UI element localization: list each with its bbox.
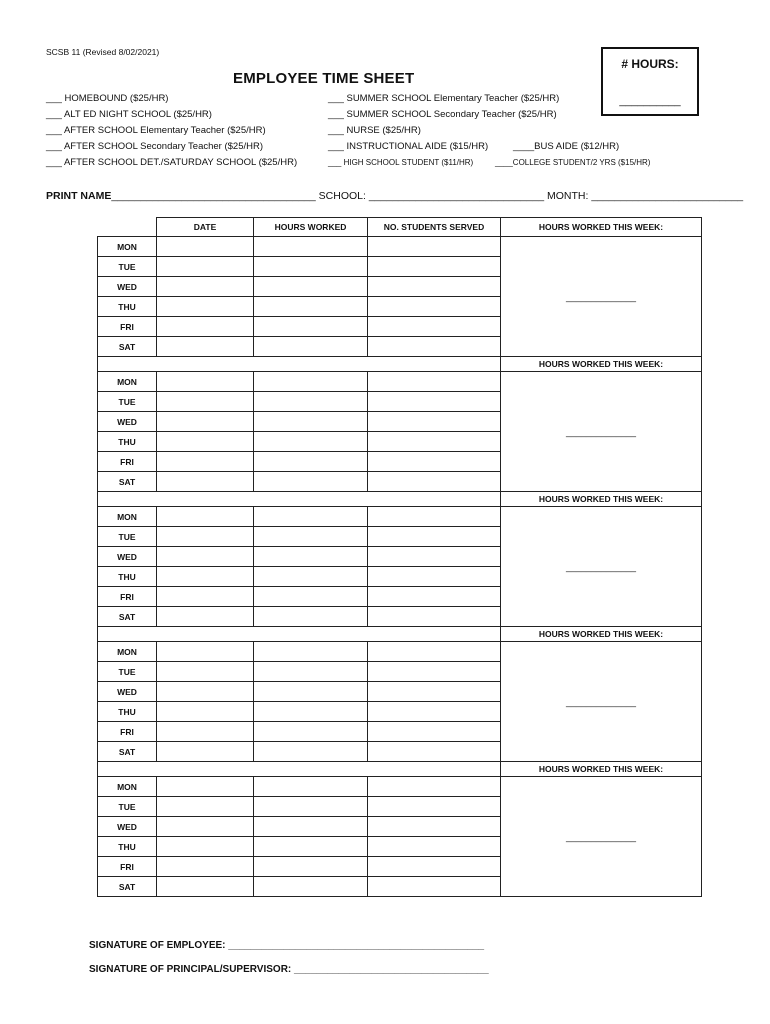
day-label: MON bbox=[98, 237, 157, 257]
students-served-cell[interactable] bbox=[368, 412, 501, 432]
week-separator bbox=[98, 627, 702, 642]
day-label: MON bbox=[98, 642, 157, 662]
hours-worked-cell[interactable] bbox=[254, 547, 368, 567]
hours-worked-cell[interactable] bbox=[254, 777, 368, 797]
date-cell[interactable] bbox=[157, 587, 254, 607]
hours-worked-cell[interactable] bbox=[254, 277, 368, 297]
students-served-cell[interactable] bbox=[368, 277, 501, 297]
timesheet-body bbox=[98, 218, 702, 897]
students-served-cell[interactable] bbox=[368, 567, 501, 587]
students-served-cell[interactable] bbox=[368, 547, 501, 567]
date-cell[interactable] bbox=[157, 237, 254, 257]
separator-cell bbox=[98, 762, 501, 777]
table-row bbox=[98, 642, 702, 662]
students-served-cell[interactable] bbox=[368, 742, 501, 762]
hours-worked-cell[interactable] bbox=[254, 432, 368, 452]
school-label: SCHOOL: bbox=[318, 190, 366, 202]
date-cell[interactable] bbox=[157, 857, 254, 877]
hours-worked-cell[interactable] bbox=[254, 392, 368, 412]
hours-worked-cell[interactable] bbox=[254, 857, 368, 877]
students-served-cell[interactable] bbox=[368, 642, 501, 662]
students-served-cell[interactable] bbox=[368, 237, 501, 257]
separator-cell bbox=[98, 492, 501, 507]
hours-worked-cell[interactable] bbox=[254, 527, 368, 547]
day-label: THU bbox=[98, 297, 157, 317]
day-label: THU bbox=[98, 432, 157, 452]
timesheet-table bbox=[97, 217, 702, 897]
week-total-line: ______________ bbox=[565, 426, 637, 437]
date-cell[interactable] bbox=[157, 297, 254, 317]
date-cell[interactable] bbox=[157, 662, 254, 682]
week-total-cell[interactable] bbox=[501, 777, 702, 897]
corner-cell bbox=[98, 218, 157, 237]
hours-worked-cell[interactable] bbox=[254, 642, 368, 662]
day-label: MON bbox=[98, 777, 157, 797]
students-served-cell[interactable] bbox=[368, 317, 501, 337]
day-label: TUE bbox=[98, 527, 157, 547]
students-served-cell[interactable] bbox=[368, 682, 501, 702]
col-hours-worked: HOURS WORKED bbox=[254, 218, 368, 237]
date-cell[interactable] bbox=[157, 837, 254, 857]
day-label: THU bbox=[98, 837, 157, 857]
week-total-cell[interactable] bbox=[501, 372, 702, 492]
students-served-cell[interactable] bbox=[368, 507, 501, 527]
month-field[interactable]: __________________________ bbox=[591, 190, 744, 202]
day-label: THU bbox=[98, 702, 157, 722]
principal-signature[interactable]: SIGNATURE OF PRINCIPAL/SUPERVISOR: ___________________________________ bbox=[89, 964, 489, 975]
day-label: THU bbox=[98, 567, 157, 587]
hours-worked-cell[interactable] bbox=[254, 682, 368, 702]
month-label: MONTH: bbox=[546, 190, 589, 202]
table-header-row bbox=[98, 218, 702, 237]
option-bus-aide[interactable]: ____BUS AIDE ($12/HR) bbox=[513, 141, 620, 152]
date-cell[interactable] bbox=[157, 472, 254, 492]
date-cell[interactable] bbox=[157, 432, 254, 452]
option-summer-elem[interactable]: ___ SUMMER SCHOOL Elementary Teacher ($25/HR) bbox=[328, 93, 560, 104]
separator-cell bbox=[98, 357, 501, 372]
hours-worked-cell[interactable] bbox=[254, 587, 368, 607]
day-label: FRI bbox=[98, 452, 157, 472]
day-label: TUE bbox=[98, 797, 157, 817]
day-label: WED bbox=[98, 412, 157, 432]
hours-worked-cell[interactable] bbox=[254, 297, 368, 317]
hours-worked-cell[interactable] bbox=[254, 662, 368, 682]
hours-worked-cell[interactable] bbox=[254, 317, 368, 337]
date-cell[interactable] bbox=[157, 277, 254, 297]
total-hours-label: # HOURS: bbox=[621, 57, 679, 71]
hours-worked-cell[interactable] bbox=[254, 702, 368, 722]
print-name-label: PRINT NAME bbox=[46, 190, 112, 202]
day-label: FRI bbox=[98, 317, 157, 337]
students-served-cell[interactable] bbox=[368, 837, 501, 857]
date-cell[interactable] bbox=[157, 742, 254, 762]
print-name-field[interactable]: ___________________________________ bbox=[111, 190, 316, 202]
hours-worked-cell[interactable] bbox=[254, 257, 368, 277]
date-cell[interactable] bbox=[157, 877, 254, 897]
date-cell[interactable] bbox=[157, 817, 254, 837]
hours-worked-cell[interactable] bbox=[254, 237, 368, 257]
day-label: SAT bbox=[98, 742, 157, 762]
week-total-cell[interactable] bbox=[501, 642, 702, 762]
option-homebound[interactable]: ___ HOMEBOUND ($25/HR) bbox=[46, 93, 169, 104]
table-row bbox=[98, 507, 702, 527]
week-total-line: ______________ bbox=[565, 291, 637, 302]
week-total-line: ______________ bbox=[565, 831, 637, 842]
date-cell[interactable] bbox=[157, 337, 254, 357]
day-label: SAT bbox=[98, 337, 157, 357]
students-served-cell[interactable] bbox=[368, 372, 501, 392]
week-total-line: ______________ bbox=[565, 696, 637, 707]
students-served-cell[interactable] bbox=[368, 432, 501, 452]
date-cell[interactable] bbox=[157, 257, 254, 277]
week-hours-label: HOURS WORKED THIS WEEK: bbox=[501, 762, 702, 777]
option-nurse[interactable]: ___ NURSE ($25/HR) bbox=[328, 125, 421, 136]
day-label: SAT bbox=[98, 472, 157, 492]
hours-worked-cell[interactable] bbox=[254, 567, 368, 587]
students-served-cell[interactable] bbox=[368, 817, 501, 837]
week-total-line: ______________ bbox=[565, 561, 637, 572]
option-after-school-elem[interactable]: ___ AFTER SCHOOL Elementary Teacher ($25/HR) bbox=[46, 125, 266, 136]
date-cell[interactable] bbox=[157, 412, 254, 432]
week-hours-label: HOURS WORKED THIS WEEK: bbox=[501, 492, 702, 507]
option-summer-sec[interactable]: ___ SUMMER SCHOOL Secondary Teacher ($25/HR) bbox=[328, 109, 557, 120]
students-served-cell[interactable] bbox=[368, 297, 501, 317]
table-row bbox=[98, 372, 702, 392]
day-label: SAT bbox=[98, 607, 157, 627]
form-code: SCSB 11 (Revised 8/02/2021) bbox=[46, 47, 160, 57]
date-cell[interactable] bbox=[157, 372, 254, 392]
week-total-cell[interactable] bbox=[501, 507, 702, 627]
hours-worked-cell[interactable] bbox=[254, 607, 368, 627]
students-served-cell[interactable] bbox=[368, 472, 501, 492]
hours-worked-cell[interactable] bbox=[254, 722, 368, 742]
table-row bbox=[98, 777, 702, 797]
option-after-school-sec[interactable]: ___ AFTER SCHOOL Secondary Teacher ($25/HR) bbox=[46, 141, 264, 152]
week-separator bbox=[98, 357, 702, 372]
date-cell[interactable] bbox=[157, 392, 254, 412]
date-cell[interactable] bbox=[157, 682, 254, 702]
hours-worked-cell[interactable] bbox=[254, 797, 368, 817]
hours-worked-cell[interactable] bbox=[254, 817, 368, 837]
col-students-served: NO. STUDENTS SERVED bbox=[368, 218, 501, 237]
school-field[interactable]: ______________________________ bbox=[368, 190, 545, 202]
col-date: DATE bbox=[157, 218, 254, 237]
day-label: SAT bbox=[98, 877, 157, 897]
total-hours-field[interactable]: __________ bbox=[619, 95, 681, 107]
date-cell[interactable] bbox=[157, 507, 254, 527]
day-label: WED bbox=[98, 682, 157, 702]
day-label: TUE bbox=[98, 662, 157, 682]
students-served-cell[interactable] bbox=[368, 337, 501, 357]
day-label: FRI bbox=[98, 722, 157, 742]
date-cell[interactable] bbox=[157, 567, 254, 587]
date-cell[interactable] bbox=[157, 607, 254, 627]
date-cell[interactable] bbox=[157, 547, 254, 567]
students-served-cell[interactable] bbox=[368, 662, 501, 682]
day-label: TUE bbox=[98, 257, 157, 277]
day-label: WED bbox=[98, 817, 157, 837]
students-served-cell[interactable] bbox=[368, 587, 501, 607]
hours-worked-cell[interactable] bbox=[254, 507, 368, 527]
table-row bbox=[98, 237, 702, 257]
option-instructional-aide[interactable]: ___ INSTRUCTIONAL AIDE ($15/HR) bbox=[328, 141, 489, 152]
students-served-cell[interactable] bbox=[368, 777, 501, 797]
option-college-student[interactable]: ____COLLEGE STUDENT/2 YRS ($15/HR) bbox=[495, 158, 651, 167]
students-served-cell[interactable] bbox=[368, 607, 501, 627]
week-hours-label: HOURS WORKED THIS WEEK: bbox=[501, 627, 702, 642]
date-cell[interactable] bbox=[157, 777, 254, 797]
date-cell[interactable] bbox=[157, 642, 254, 662]
total-hours-box bbox=[601, 47, 699, 116]
option-after-school-det[interactable]: ___ AFTER SCHOOL DET./SATURDAY SCHOOL ($25/HR) bbox=[46, 157, 298, 168]
week-separator bbox=[98, 492, 702, 507]
day-label: MON bbox=[98, 372, 157, 392]
students-served-cell[interactable] bbox=[368, 722, 501, 742]
day-label: WED bbox=[98, 277, 157, 297]
hours-worked-cell[interactable] bbox=[254, 877, 368, 897]
students-served-cell[interactable] bbox=[368, 797, 501, 817]
hours-worked-cell[interactable] bbox=[254, 472, 368, 492]
day-label: FRI bbox=[98, 587, 157, 607]
students-served-cell[interactable] bbox=[368, 257, 501, 277]
hours-worked-cell[interactable] bbox=[254, 837, 368, 857]
hours-worked-cell[interactable] bbox=[254, 337, 368, 357]
day-label: FRI bbox=[98, 857, 157, 877]
employee-signature[interactable]: SIGNATURE OF EMPLOYEE: ______________________________________________ bbox=[89, 940, 485, 951]
date-cell[interactable] bbox=[157, 527, 254, 547]
option-alt-ed-night[interactable]: ___ ALT ED NIGHT SCHOOL ($25/HR) bbox=[46, 109, 212, 120]
students-served-cell[interactable] bbox=[368, 877, 501, 897]
students-served-cell[interactable] bbox=[368, 452, 501, 472]
hours-worked-cell[interactable] bbox=[254, 372, 368, 392]
students-served-cell[interactable] bbox=[368, 527, 501, 547]
option-high-school-student[interactable]: ___ HIGH SCHOOL STUDENT ($11/HR) bbox=[328, 158, 474, 167]
day-label: TUE bbox=[98, 392, 157, 412]
date-cell[interactable] bbox=[157, 452, 254, 472]
day-label: WED bbox=[98, 547, 157, 567]
hours-worked-cell[interactable] bbox=[254, 452, 368, 472]
week-hours-label: HOURS WORKED THIS WEEK: bbox=[501, 357, 702, 372]
page-title: EMPLOYEE TIME SHEET bbox=[233, 70, 415, 87]
week-separator bbox=[98, 762, 702, 777]
hours-worked-cell[interactable] bbox=[254, 412, 368, 432]
date-cell[interactable] bbox=[157, 722, 254, 742]
week-total-cell[interactable] bbox=[501, 237, 702, 357]
date-cell[interactable] bbox=[157, 317, 254, 337]
date-cell[interactable] bbox=[157, 797, 254, 817]
students-served-cell[interactable] bbox=[368, 702, 501, 722]
day-label: MON bbox=[98, 507, 157, 527]
students-served-cell[interactable] bbox=[368, 857, 501, 877]
info-row bbox=[46, 190, 743, 202]
hours-worked-cell[interactable] bbox=[254, 742, 368, 762]
students-served-cell[interactable] bbox=[368, 392, 501, 412]
col-week-hours: HOURS WORKED THIS WEEK: bbox=[501, 218, 702, 237]
separator-cell bbox=[98, 627, 501, 642]
date-cell[interactable] bbox=[157, 702, 254, 722]
